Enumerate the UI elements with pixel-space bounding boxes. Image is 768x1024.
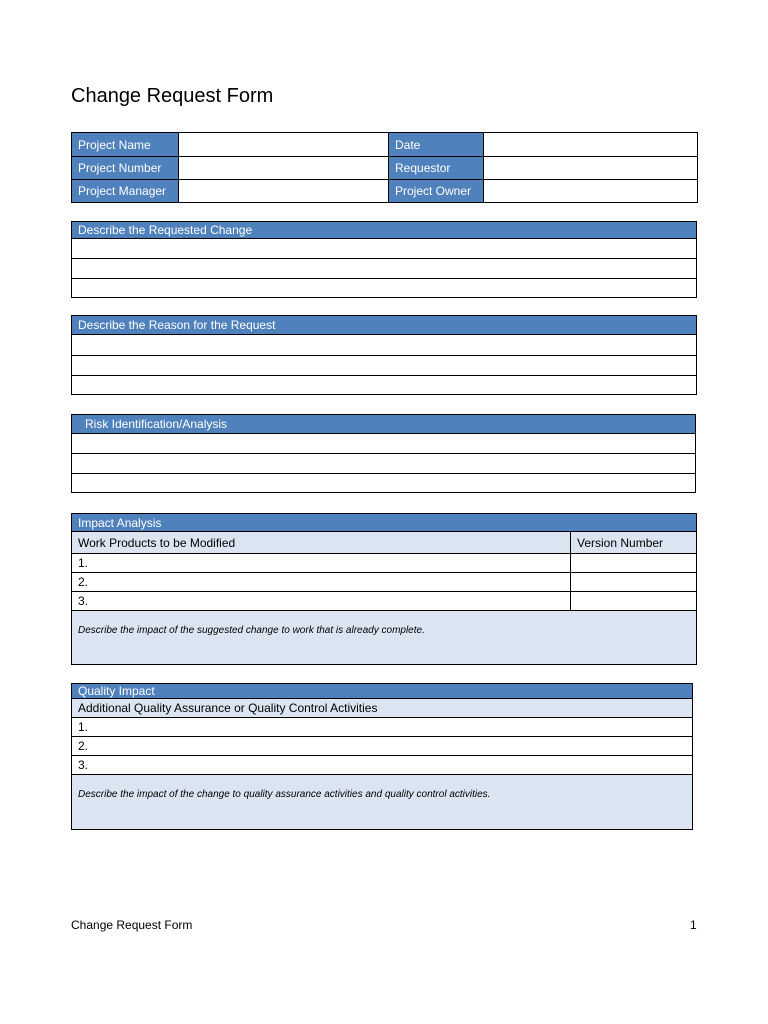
project-manager-label: Project Manager xyxy=(72,180,179,203)
project-number-label: Project Number xyxy=(72,157,179,180)
date-field[interactable] xyxy=(484,133,698,157)
quality-note[interactable]: Describe the impact of the change to quality assurance activities and quality control activities. xyxy=(72,775,693,830)
quality-row[interactable]: 2. xyxy=(72,737,693,756)
reason-table xyxy=(71,315,697,395)
quality-subheader: Additional Quality Assurance or Quality Control Activities xyxy=(72,699,693,718)
page-number: 1 xyxy=(690,918,697,932)
requestor-field[interactable] xyxy=(484,157,698,180)
footer-title: Change Request Form xyxy=(71,918,193,932)
requestor-label: Requestor xyxy=(389,157,484,180)
project-name-field[interactable] xyxy=(179,133,389,157)
reason-header: Describe the Reason for the Request xyxy=(72,316,697,335)
impact-header: Impact Analysis xyxy=(72,514,697,532)
risk-line[interactable] xyxy=(72,434,696,454)
requested-change-header: Describe the Requested Change xyxy=(72,222,697,239)
version-number-column-header: Version Number xyxy=(571,532,697,554)
project-name-label: Project Name xyxy=(72,133,179,157)
version-number-cell[interactable] xyxy=(571,592,697,611)
page-title: Change Request Form xyxy=(71,85,274,107)
work-product-row[interactable]: 1. xyxy=(72,554,571,573)
risk-header: Risk Identification/Analysis xyxy=(72,415,696,434)
project-owner-field[interactable] xyxy=(484,180,698,203)
requested-change-line[interactable] xyxy=(72,259,697,279)
version-number-cell[interactable] xyxy=(571,554,697,573)
impact-note[interactable]: Describe the impact of the suggested change to work that is already complete. xyxy=(72,611,697,665)
quality-header: Quality Impact xyxy=(72,684,693,699)
project-number-field[interactable] xyxy=(179,157,389,180)
version-number-cell[interactable] xyxy=(571,573,697,592)
quality-impact-table xyxy=(71,683,693,830)
requested-change-table xyxy=(71,221,697,298)
project-owner-label: Project Owner xyxy=(389,180,484,203)
reason-line[interactable] xyxy=(72,356,697,376)
impact-analysis-table xyxy=(71,513,697,665)
risk-line[interactable] xyxy=(72,474,696,493)
work-product-row[interactable]: 2. xyxy=(72,573,571,592)
requested-change-line[interactable] xyxy=(72,279,697,298)
quality-row[interactable]: 1. xyxy=(72,718,693,737)
project-info-table xyxy=(71,132,698,203)
project-manager-field[interactable] xyxy=(179,180,389,203)
quality-row[interactable]: 3. xyxy=(72,756,693,775)
reason-line[interactable] xyxy=(72,376,697,395)
date-label: Date xyxy=(389,133,484,157)
risk-table xyxy=(71,414,696,493)
risk-line[interactable] xyxy=(72,454,696,474)
work-product-row[interactable]: 3. xyxy=(72,592,571,611)
work-products-column-header: Work Products to be Modified xyxy=(72,532,571,554)
requested-change-line[interactable] xyxy=(72,239,697,259)
reason-line[interactable] xyxy=(72,335,697,356)
